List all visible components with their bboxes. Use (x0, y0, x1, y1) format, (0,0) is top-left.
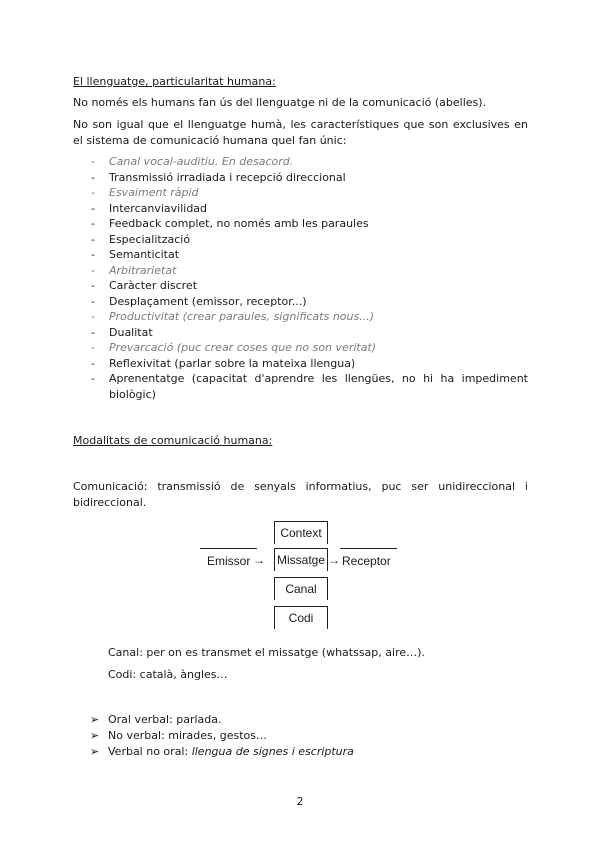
list-item: - Caràcter discret (91, 279, 198, 292)
diagram-emissor-line (200, 548, 257, 549)
list-item: ➢ Oral verbal: parlada. (90, 713, 222, 726)
paragraph-communication-definition: Comunicació: transmissió de senyals informatius, puc ser unidireccional i bidireccional. (73, 480, 528, 509)
diagram-emissor: Emissor (207, 554, 251, 568)
paragraph-intro: No només els humans fan ús del llenguatge ni de la comunicació (abelles). (73, 96, 487, 109)
paragraph-characteristics: No son igual que el llenguatge humà, les característiques que son exclusives en el sistema de comunicació humana quel fan únic: (73, 118, 528, 147)
page-number: 2 (296, 795, 304, 808)
bullet-dash: - (91, 217, 95, 230)
bullet-dash: - (91, 279, 95, 292)
bullet-dash: - (91, 170, 95, 184)
arrow-bullet-icon: ➢ (90, 729, 100, 742)
bullet-dash: - (91, 232, 95, 246)
diagram-arrow-icon: → (328, 553, 340, 567)
list-item: ➢ No verbal: mirades, gestos… (90, 729, 268, 742)
list-item: - Transmissió irradiada i recepció direccional (91, 170, 346, 184)
list-item: - Esvaiment ràpid (91, 186, 199, 199)
bullet-dash: - (91, 248, 95, 261)
characteristics-list (73, 154, 528, 402)
list-item: - Arbitrarietat (91, 263, 177, 277)
diagram-message-box: Missatge (274, 549, 328, 571)
list-item: - Prevarcació (puc crear coses que no son veritat) (91, 341, 377, 354)
bullet-dash: - (91, 155, 95, 168)
bullet-dash: - (91, 294, 95, 308)
list-item: - Reflexivitat (parlar sobre la mateixa llengua) (91, 356, 356, 370)
bullet-dash: - (91, 186, 95, 199)
bullet-dash: - (91, 263, 95, 277)
section-title-language: El llenguatge, particularitat humana: (73, 75, 276, 88)
list-item: - Especialització (91, 232, 191, 246)
channel-definition: Canal: per on es transmet el missatge (whatssap, aire…). (108, 646, 425, 659)
diagram-code-box: Codi (274, 607, 328, 629)
list-item: - Canal vocal-auditiu. En desacord. (91, 155, 294, 168)
list-item: - Desplaçament (emissor, receptor...) (91, 294, 307, 308)
list-item: - Feedback complet, no només amb les paraules (91, 217, 369, 230)
bullet-dash: - (91, 310, 95, 323)
diagram-context-box: Context (274, 522, 328, 544)
bullet-dash: - (91, 372, 95, 385)
bullet-dash: - (91, 201, 95, 215)
section-title-modalities: Modalitats de comunicació humana: (73, 434, 273, 447)
diagram-receptor: Receptor (342, 554, 391, 568)
bullet-dash: - (91, 356, 95, 370)
list-item: - Dualitat (91, 325, 153, 339)
diagram-receptor-line (340, 548, 397, 549)
communication-modes-list (90, 712, 354, 760)
arrow-bullet-icon: ➢ (90, 745, 100, 758)
bullet-dash: - (91, 325, 95, 339)
list-item: - Productivitat (crear paraules, significats nous...) (91, 310, 374, 323)
code-definition: Codi: català, àngles… (108, 668, 228, 681)
diagram-arrow-icon: → (253, 553, 265, 567)
list-item: - Aprenentatge (capacitat d'aprendre les llengües, no hi ha impediment biològic) (91, 372, 528, 401)
diagram-channel-box: Canal (274, 578, 328, 600)
bullet-dash: - (91, 341, 95, 354)
list-item: - Semanticitat (91, 248, 180, 261)
list-item: - Intercanviavilidad (91, 201, 208, 215)
arrow-bullet-icon: ➢ (90, 713, 100, 726)
list-item: ➢ Verbal no oral: llengua de signes i escriptura (90, 745, 354, 758)
